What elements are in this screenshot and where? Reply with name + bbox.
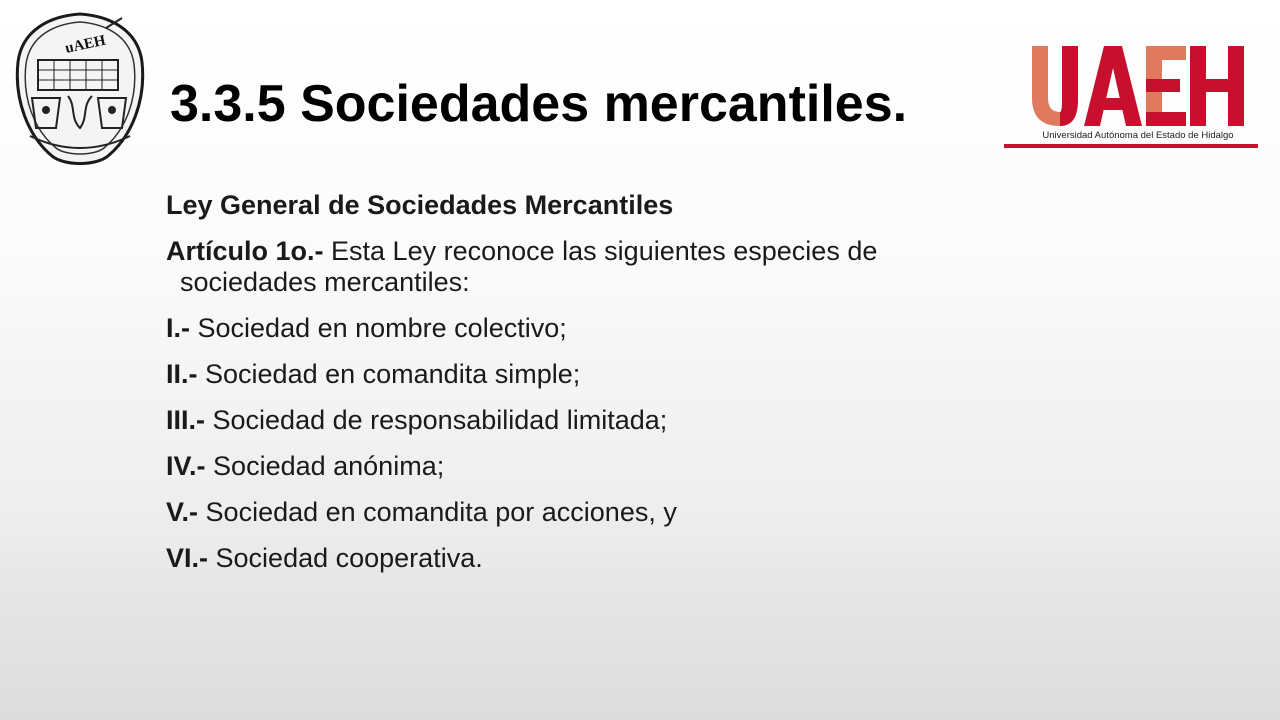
list-item-text: Sociedad cooperativa. — [215, 543, 483, 573]
list-item — [166, 359, 1182, 390]
list-item-text: Sociedad de responsabilidad limitada; — [212, 405, 668, 435]
law-title: Ley General de Sociedades Mercantiles — [166, 190, 674, 220]
list-item-numeral: IV.- — [166, 451, 206, 481]
list-item-text: Sociedad en comandita por acciones, y — [205, 497, 677, 527]
article-text-line1: Esta Ley reconoce las siguientes especies de — [331, 236, 878, 266]
list-item-text: Sociedad anónima; — [213, 451, 445, 481]
slide-title: 3.3.5 Sociedades mercantiles. — [170, 75, 908, 133]
list-item-text: Sociedad en nombre colectivo; — [197, 313, 567, 343]
article-paragraph — [166, 236, 1182, 298]
slide-body — [166, 190, 1182, 589]
list-item-numeral: V.- — [166, 497, 199, 527]
seal-text: uAEH — [63, 32, 108, 57]
list-item — [166, 313, 1182, 344]
list-item-text: Sociedad en comandita simple; — [205, 359, 581, 389]
list-item-numeral: VI.- — [166, 543, 209, 573]
logo-caption: Universidad Autónoma del Estado de Hidalgo — [1042, 130, 1234, 141]
list-item — [166, 497, 1182, 528]
article-text-line2: sociedades mercantiles: — [180, 267, 470, 297]
list-item-numeral: III.- — [166, 405, 205, 435]
list-item — [166, 405, 1182, 436]
university-seal-icon — [10, 10, 150, 170]
uaeh-logo-icon — [1000, 40, 1260, 152]
list-item-numeral: I.- — [166, 313, 190, 343]
logo-underline — [1004, 144, 1258, 148]
article-label: Artículo 1o.- — [166, 236, 324, 266]
list-item — [166, 543, 1182, 574]
list-item — [166, 451, 1182, 482]
list-item-numeral: II.- — [166, 359, 198, 389]
